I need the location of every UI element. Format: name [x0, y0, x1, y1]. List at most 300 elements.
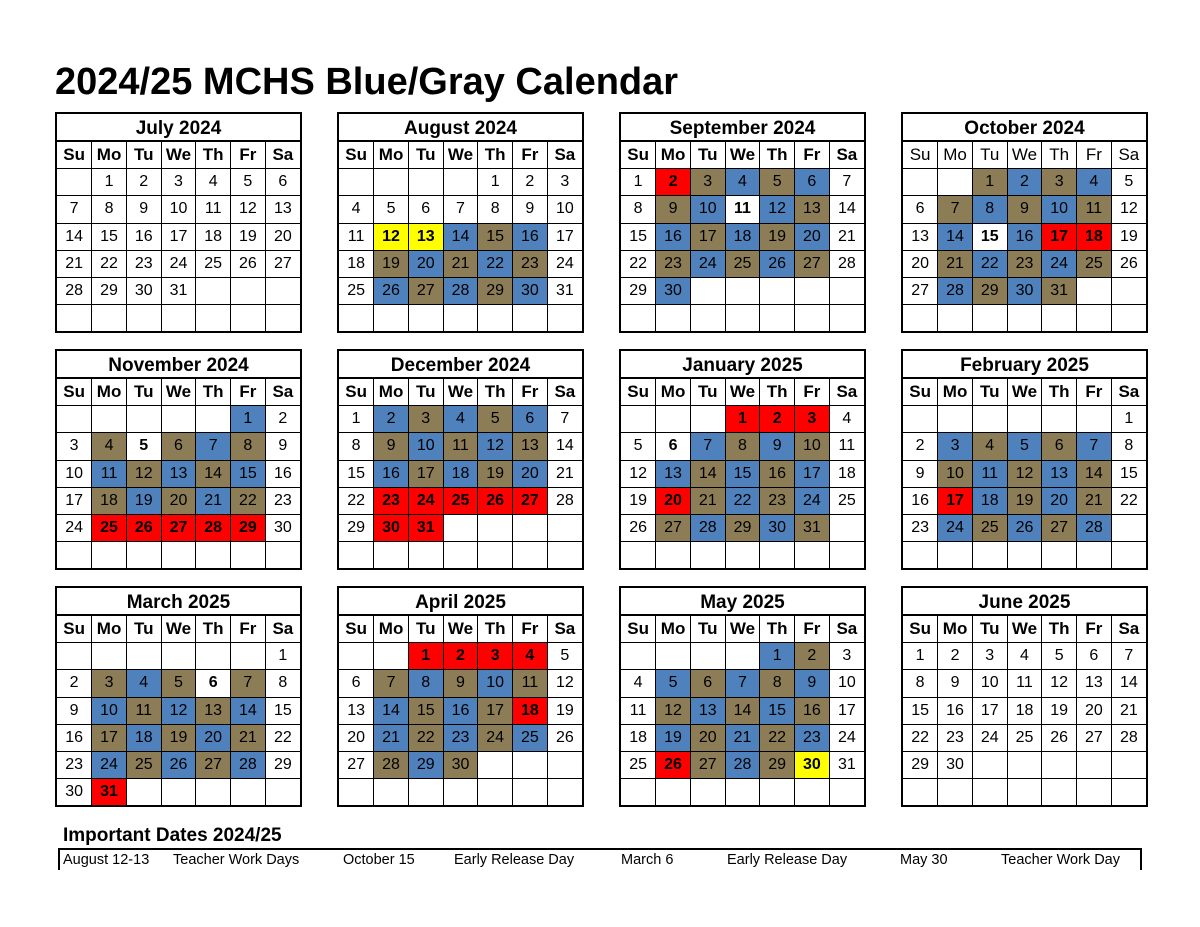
day-cell: 7	[725, 670, 760, 697]
day-cell: 17	[478, 697, 513, 724]
day-cell: 4	[126, 670, 161, 697]
day-cell: 4	[339, 196, 374, 223]
day-cell: 15	[408, 697, 443, 724]
day-cell: 4	[513, 643, 548, 670]
day-cell: 25	[339, 277, 374, 304]
weekday-header: Sa	[265, 379, 300, 406]
day-cell: 5	[161, 670, 196, 697]
weekday-header: We	[443, 616, 478, 643]
empty-cell	[1111, 277, 1146, 304]
day-cell: 14	[443, 223, 478, 250]
day-cell: 31	[547, 277, 582, 304]
day-cell: 1	[478, 169, 513, 196]
empty-cell	[92, 542, 127, 569]
day-cell: 16	[1007, 223, 1042, 250]
day-cell: 28	[547, 487, 582, 514]
day-cell: 17	[57, 487, 92, 514]
day-cell: 1	[1111, 406, 1146, 433]
day-cell: 1	[621, 169, 656, 196]
day-cell: 10	[829, 670, 864, 697]
empty-cell	[513, 305, 548, 332]
empty-cell	[656, 542, 691, 569]
empty-cell	[1077, 277, 1112, 304]
important-dates-heading: Important Dates 2024/25	[63, 825, 282, 846]
weekday-header: Fr	[231, 142, 266, 169]
day-cell: 18	[339, 250, 374, 277]
weekday-header: Th	[196, 142, 231, 169]
weekday-header: Mo	[938, 379, 973, 406]
day-cell: 6	[903, 196, 938, 223]
day-cell: 8	[339, 433, 374, 460]
day-cell: 22	[92, 250, 127, 277]
day-cell: 11	[339, 223, 374, 250]
day-cell: 26	[1042, 724, 1077, 751]
empty-cell	[690, 305, 725, 332]
day-cell: 23	[795, 724, 830, 751]
day-cell: 23	[57, 751, 92, 778]
weekday-header: We	[725, 616, 760, 643]
empty-cell	[126, 406, 161, 433]
day-cell: 9	[265, 433, 300, 460]
day-cell: 26	[547, 724, 582, 751]
day-cell: 2	[656, 169, 691, 196]
day-cell: 21	[725, 724, 760, 751]
empty-cell	[513, 751, 548, 778]
day-cell: 20	[903, 250, 938, 277]
day-cell: 1	[231, 406, 266, 433]
month-grid	[57, 379, 300, 568]
empty-cell	[374, 779, 409, 806]
empty-cell	[972, 406, 1007, 433]
month-grid	[339, 616, 582, 805]
day-cell: 25	[443, 487, 478, 514]
day-cell: 27	[265, 250, 300, 277]
day-cell: 6	[196, 670, 231, 697]
day-cell: 6	[1042, 433, 1077, 460]
month-title: December 2024	[339, 351, 582, 379]
day-cell: 10	[57, 460, 92, 487]
month-grid	[57, 616, 300, 805]
important-event: Teacher Work Day	[1001, 852, 1120, 868]
weekday-header: Tu	[126, 616, 161, 643]
day-cell: 11	[443, 433, 478, 460]
day-cell: 1	[265, 643, 300, 670]
empty-cell	[1111, 514, 1146, 541]
empty-cell	[161, 643, 196, 670]
month-calendar	[901, 586, 1148, 807]
day-cell: 12	[231, 196, 266, 223]
day-cell: 15	[1111, 460, 1146, 487]
empty-cell	[621, 542, 656, 569]
day-cell: 25	[829, 487, 864, 514]
month-calendar	[337, 586, 584, 807]
empty-cell	[1077, 406, 1112, 433]
day-cell: 27	[1077, 724, 1112, 751]
weekday-header: Su	[621, 379, 656, 406]
day-cell: 13	[161, 460, 196, 487]
empty-cell	[656, 779, 691, 806]
day-cell: 20	[265, 223, 300, 250]
day-cell: 5	[1007, 433, 1042, 460]
day-cell: 3	[795, 406, 830, 433]
day-cell: 13	[656, 460, 691, 487]
empty-cell	[1111, 779, 1146, 806]
day-cell: 27	[196, 751, 231, 778]
day-cell: 18	[1077, 223, 1112, 250]
day-cell: 28	[829, 250, 864, 277]
weekday-header: Mo	[92, 616, 127, 643]
empty-cell	[57, 169, 92, 196]
empty-cell	[126, 305, 161, 332]
day-cell: 7	[374, 670, 409, 697]
day-cell: 20	[690, 724, 725, 751]
day-cell: 13	[513, 433, 548, 460]
weekday-header: Su	[57, 616, 92, 643]
day-cell: 10	[92, 697, 127, 724]
weekday-header: Su	[339, 142, 374, 169]
empty-cell	[903, 779, 938, 806]
weekday-header: Su	[621, 142, 656, 169]
weekday-header: Fr	[795, 616, 830, 643]
day-cell: 9	[656, 196, 691, 223]
empty-cell	[760, 277, 795, 304]
day-cell: 13	[339, 697, 374, 724]
empty-cell	[1042, 406, 1077, 433]
day-cell: 10	[478, 670, 513, 697]
empty-cell	[57, 643, 92, 670]
day-cell: 28	[231, 751, 266, 778]
day-cell: 13	[196, 697, 231, 724]
day-cell: 17	[829, 697, 864, 724]
weekday-header: Su	[57, 142, 92, 169]
weekday-header: Sa	[547, 616, 582, 643]
weekday-header: Tu	[690, 379, 725, 406]
day-cell: 17	[1042, 223, 1077, 250]
day-cell: 21	[938, 250, 973, 277]
day-cell: 18	[443, 460, 478, 487]
day-cell: 11	[829, 433, 864, 460]
day-cell: 13	[1042, 460, 1077, 487]
day-cell: 11	[196, 196, 231, 223]
day-cell: 27	[1042, 514, 1077, 541]
empty-cell	[725, 779, 760, 806]
day-cell: 19	[126, 487, 161, 514]
weekday-header: Fr	[795, 142, 830, 169]
empty-cell	[972, 779, 1007, 806]
day-cell: 31	[92, 779, 127, 806]
empty-cell	[903, 169, 938, 196]
day-cell: 21	[1111, 697, 1146, 724]
weekday-header: Fr	[513, 379, 548, 406]
day-cell: 14	[690, 460, 725, 487]
empty-cell	[656, 643, 691, 670]
day-cell: 14	[938, 223, 973, 250]
empty-cell	[339, 643, 374, 670]
day-cell: 28	[938, 277, 973, 304]
day-cell: 2	[903, 433, 938, 460]
empty-cell	[760, 779, 795, 806]
day-cell: 3	[408, 406, 443, 433]
weekday-header: Sa	[1111, 142, 1146, 169]
day-cell: 21	[547, 460, 582, 487]
empty-cell	[478, 779, 513, 806]
day-cell: 18	[829, 460, 864, 487]
day-cell: 2	[374, 406, 409, 433]
day-cell: 17	[161, 223, 196, 250]
day-cell: 29	[760, 751, 795, 778]
day-cell: 24	[161, 250, 196, 277]
weekday-header: Mo	[938, 142, 973, 169]
day-cell: 20	[408, 250, 443, 277]
day-cell: 17	[408, 460, 443, 487]
empty-cell	[547, 542, 582, 569]
weekday-header: Tu	[408, 616, 443, 643]
month-title: August 2024	[339, 114, 582, 142]
day-cell: 19	[1042, 697, 1077, 724]
empty-cell	[57, 406, 92, 433]
day-cell: 5	[656, 670, 691, 697]
day-cell: 6	[265, 169, 300, 196]
day-cell: 19	[760, 223, 795, 250]
weekday-header: Sa	[1111, 616, 1146, 643]
day-cell: 27	[690, 751, 725, 778]
empty-cell	[972, 305, 1007, 332]
weekday-header: Th	[760, 142, 795, 169]
day-cell: 20	[339, 724, 374, 751]
empty-cell	[829, 514, 864, 541]
empty-cell	[972, 751, 1007, 778]
month-calendar	[619, 112, 866, 333]
day-cell: 4	[1007, 643, 1042, 670]
day-cell: 12	[760, 196, 795, 223]
day-cell: 9	[443, 670, 478, 697]
weekday-header: Tu	[690, 142, 725, 169]
day-cell: 19	[374, 250, 409, 277]
weekday-header: Mo	[374, 616, 409, 643]
day-cell: 13	[1077, 670, 1112, 697]
empty-cell	[513, 514, 548, 541]
day-cell: 16	[938, 697, 973, 724]
day-cell: 27	[339, 751, 374, 778]
day-cell: 29	[231, 514, 266, 541]
day-cell: 25	[972, 514, 1007, 541]
weekday-header: Th	[478, 616, 513, 643]
empty-cell	[478, 542, 513, 569]
weekday-header: Fr	[1077, 142, 1112, 169]
empty-cell	[938, 406, 973, 433]
empty-cell	[690, 643, 725, 670]
weekday-header: Fr	[513, 142, 548, 169]
month-title: April 2025	[339, 588, 582, 616]
day-cell: 5	[1042, 643, 1077, 670]
month-grid	[903, 616, 1146, 805]
day-cell: 14	[1077, 460, 1112, 487]
day-cell: 21	[231, 724, 266, 751]
empty-cell	[795, 277, 830, 304]
empty-cell	[656, 406, 691, 433]
day-cell: 15	[725, 460, 760, 487]
day-cell: 15	[478, 223, 513, 250]
empty-cell	[161, 542, 196, 569]
empty-cell	[408, 779, 443, 806]
day-cell: 3	[57, 433, 92, 460]
empty-cell	[1042, 305, 1077, 332]
weekday-header: Th	[196, 616, 231, 643]
day-cell: 29	[972, 277, 1007, 304]
day-cell: 26	[374, 277, 409, 304]
empty-cell	[161, 779, 196, 806]
day-cell: 14	[231, 697, 266, 724]
day-cell: 10	[795, 433, 830, 460]
weekday-header: We	[725, 142, 760, 169]
day-cell: 30	[795, 751, 830, 778]
day-cell: 25	[1007, 724, 1042, 751]
empty-cell	[621, 779, 656, 806]
day-cell: 24	[938, 514, 973, 541]
weekday-header: Th	[1042, 616, 1077, 643]
weekday-header: Mo	[374, 379, 409, 406]
day-cell: 12	[656, 697, 691, 724]
day-cell: 14	[725, 697, 760, 724]
day-cell: 15	[621, 223, 656, 250]
day-cell: 4	[443, 406, 478, 433]
day-cell: 16	[57, 724, 92, 751]
empty-cell	[938, 779, 973, 806]
day-cell: 12	[478, 433, 513, 460]
day-cell: 22	[408, 724, 443, 751]
day-cell: 10	[547, 196, 582, 223]
day-cell: 30	[265, 514, 300, 541]
day-cell: 18	[1007, 697, 1042, 724]
weekday-header: Th	[478, 379, 513, 406]
empty-cell	[547, 779, 582, 806]
empty-cell	[408, 169, 443, 196]
empty-cell	[443, 542, 478, 569]
weekday-header: Th	[1042, 379, 1077, 406]
day-cell: 14	[57, 223, 92, 250]
weekday-header: Su	[903, 142, 938, 169]
weekday-header: We	[725, 379, 760, 406]
day-cell: 22	[972, 250, 1007, 277]
day-cell: 14	[374, 697, 409, 724]
day-cell: 19	[547, 697, 582, 724]
empty-cell	[57, 542, 92, 569]
day-cell: 12	[621, 460, 656, 487]
month-calendar	[55, 112, 302, 333]
day-cell: 11	[126, 697, 161, 724]
empty-cell	[621, 643, 656, 670]
day-cell: 8	[231, 433, 266, 460]
month-title: March 2025	[57, 588, 300, 616]
day-cell: 26	[231, 250, 266, 277]
weekday-header: We	[1007, 616, 1042, 643]
empty-cell	[1077, 779, 1112, 806]
day-cell: 5	[126, 433, 161, 460]
day-cell: 29	[265, 751, 300, 778]
day-cell: 27	[903, 277, 938, 304]
weekday-header: Su	[339, 379, 374, 406]
month-title: September 2024	[621, 114, 864, 142]
day-cell: 26	[1007, 514, 1042, 541]
day-cell: 19	[161, 724, 196, 751]
day-cell: 10	[1042, 196, 1077, 223]
day-cell: 3	[478, 643, 513, 670]
weekday-header: Su	[57, 379, 92, 406]
day-cell: 6	[1077, 643, 1112, 670]
weekday-header: Sa	[265, 142, 300, 169]
day-cell: 5	[374, 196, 409, 223]
day-cell: 25	[513, 724, 548, 751]
day-cell: 4	[92, 433, 127, 460]
day-cell: 8	[265, 670, 300, 697]
day-cell: 11	[1077, 196, 1112, 223]
empty-cell	[443, 169, 478, 196]
empty-cell	[1111, 542, 1146, 569]
important-date: August 12-13	[63, 852, 150, 868]
day-cell: 16	[795, 697, 830, 724]
day-cell: 21	[443, 250, 478, 277]
empty-cell	[339, 305, 374, 332]
day-cell: 20	[656, 487, 691, 514]
empty-cell	[972, 542, 1007, 569]
day-cell: 13	[903, 223, 938, 250]
day-cell: 24	[829, 724, 864, 751]
day-cell: 22	[265, 724, 300, 751]
day-cell: 21	[690, 487, 725, 514]
empty-cell	[795, 305, 830, 332]
month-calendar	[619, 586, 866, 807]
day-cell: 13	[408, 223, 443, 250]
day-cell: 8	[621, 196, 656, 223]
day-cell: 5	[547, 643, 582, 670]
weekday-header: Mo	[374, 142, 409, 169]
day-cell: 19	[1111, 223, 1146, 250]
empty-cell	[690, 542, 725, 569]
empty-cell	[725, 305, 760, 332]
day-cell: 8	[1111, 433, 1146, 460]
weekday-header: Sa	[265, 616, 300, 643]
day-cell: 28	[725, 751, 760, 778]
weekday-header: Fr	[1077, 379, 1112, 406]
day-cell: 30	[57, 779, 92, 806]
empty-cell	[374, 305, 409, 332]
day-cell: 3	[972, 643, 1007, 670]
day-cell: 18	[513, 697, 548, 724]
important-event: Early Release Day	[454, 852, 575, 868]
day-cell: 23	[656, 250, 691, 277]
day-cell: 12	[161, 697, 196, 724]
empty-cell	[1042, 779, 1077, 806]
month-grid	[903, 142, 1146, 331]
weekday-header: Tu	[408, 379, 443, 406]
day-cell: 30	[126, 277, 161, 304]
day-cell: 23	[513, 250, 548, 277]
month-calendar	[619, 349, 866, 570]
day-cell: 2	[443, 643, 478, 670]
day-cell: 22	[478, 250, 513, 277]
empty-cell	[1077, 542, 1112, 569]
day-cell: 14	[1111, 670, 1146, 697]
weekday-header: Sa	[829, 142, 864, 169]
day-cell: 10	[690, 196, 725, 223]
weekday-header: Th	[1042, 142, 1077, 169]
day-cell: 20	[513, 460, 548, 487]
month-calendar	[337, 349, 584, 570]
day-cell: 3	[92, 670, 127, 697]
day-cell: 11	[725, 196, 760, 223]
day-cell: 29	[903, 751, 938, 778]
day-cell: 7	[196, 433, 231, 460]
